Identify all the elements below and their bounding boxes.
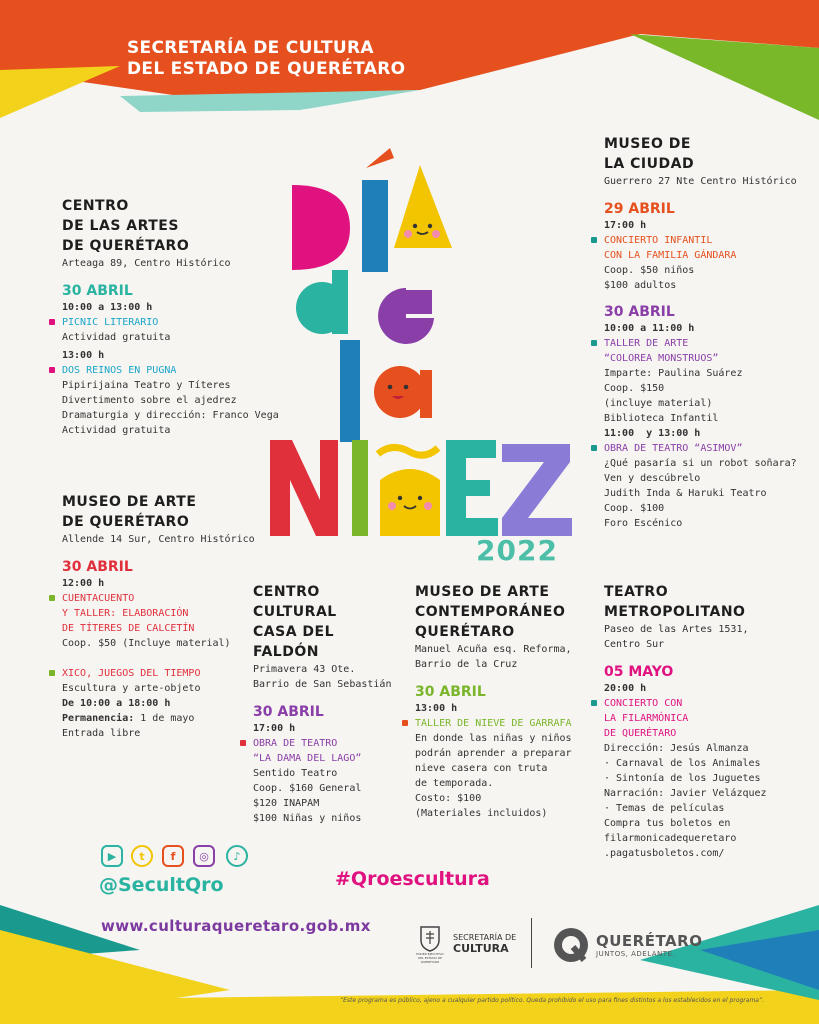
event-title: CONCIERTO INFANTIL CON LA FAMILIA GÁNDARA: [604, 233, 814, 263]
secretaria-cultura-logo: [415, 924, 516, 964]
venue-teatro-metropolitano: [604, 582, 814, 861]
seal-text: PODER EJECUTIVO DEL ESTADO DE QUERÉTARO: [416, 952, 444, 964]
disclaimer: “Este programa es público, ajeno a cualquier partido político. Queda prohibido el uso para fines distintos a los establecidos en el programa”.: [340, 997, 764, 1004]
event-title: OBRA DE TEATRO “ASIMOV”: [604, 441, 814, 456]
secretaria-label: SECRETARÍA DE: [453, 933, 517, 942]
venue-casa-faldon: [253, 582, 403, 826]
event-time: 13:00 h: [62, 350, 105, 361]
event-date: 05 MAYO: [604, 664, 674, 680]
state-seal-icon: [418, 924, 442, 952]
venue-museo-ciudad: [604, 134, 814, 531]
event-info: Pipirijaina Teatro y Títeres Divertimento sobre el ajedrez Dramaturgia y dirección: Franco Vega Actividad gratuita: [62, 380, 279, 436]
event-time: 17:00 h: [604, 220, 647, 231]
instagram-icon[interactable]: ◎: [193, 845, 215, 867]
event-info: Escultura y arte-objeto: [62, 683, 201, 694]
event-time: 10:00 a 11:00 h: [604, 323, 695, 334]
social-handle[interactable]: @SecultQro: [99, 874, 224, 896]
event-title: XICO, JUEGOS DEL TIEMPO: [62, 666, 302, 681]
letter-a-shape: [394, 165, 452, 248]
event-time: 11:00 y 13:00 h: [604, 428, 701, 439]
event-date: 30 ABRIL: [415, 684, 486, 700]
event-time: 13:00 h: [415, 703, 458, 714]
event-title: CONCIERTO CON LA FILARMÓNICA DE QUERÉTARO: [604, 696, 814, 741]
cultura-label: CULTURA: [453, 942, 509, 955]
event-info: Dirección: Jesús Almanza · Carnaval de los Animales · Sintonía de los Juguetes Narración: Javier Velázquez · Temas de películas Compra tus boletos en filarmonicadequeretaro .pagatusboletos.com/: [604, 743, 767, 859]
event-info: Actividad gratuita: [62, 332, 171, 343]
youtube-icon[interactable]: ▶: [101, 845, 123, 867]
event-time: 20:00 h: [604, 683, 647, 694]
event-info: Entrada libre: [62, 728, 141, 739]
facebook-icon[interactable]: f: [162, 845, 184, 867]
venue-name: CENTRO CULTURAL CASA DEL FALDÓN: [253, 584, 337, 660]
letter-a-small-shape: [374, 366, 426, 418]
event-info: Coop. $50 (Incluye material): [62, 638, 231, 649]
venue-address: Manuel Acuña esq. Reforma, Barrio de la Cruz: [415, 644, 572, 670]
venue-name: MUSEO DE LA CIUDAD: [604, 136, 695, 172]
twitter-icon[interactable]: t: [131, 845, 153, 867]
year-text: 2022: [476, 534, 558, 567]
event-time: 12:00 h: [62, 578, 105, 589]
event-title: TALLER DE ARTE “COLOREA MONSTRUOS”: [604, 336, 814, 366]
letter-z-shape: [502, 444, 572, 536]
letter-d-shape: [292, 185, 350, 270]
header-title: [127, 38, 405, 80]
event-title: TALLER DE NIEVE DE GARRAFA: [415, 716, 595, 731]
queretaro-label: QUERÉTARO: [596, 932, 703, 950]
event-date: 30 ABRIL: [62, 559, 133, 575]
event-info: Imparte: Paulina Suárez Coop. $150 (incluye material) Biblioteca Infantil: [604, 368, 743, 424]
venue-name: MUSEO DE ARTE DE QUERÉTARO: [62, 494, 197, 530]
event-title: PICNIC LITERARIO: [62, 315, 292, 330]
venue-address: Paseo de las Artes 1531, Centro Sur: [604, 624, 749, 650]
letter-i2-shape: [352, 440, 368, 536]
venue-name: TEATRO METROPOLITANO: [604, 584, 746, 620]
event-info: Coop. $50 niños $100 adultos: [604, 265, 695, 291]
venue-muca: [415, 582, 595, 821]
letter-e2-shape: [446, 440, 498, 536]
accent-shape: [366, 148, 394, 168]
letter-i-shape: [362, 180, 388, 272]
venue-address: Guerrero 27 Nte Centro Histórico: [604, 176, 797, 187]
event-date: 29 ABRIL: [604, 201, 675, 217]
venue-centro-artes: [62, 196, 292, 438]
venue-name: CENTRO DE LAS ARTES DE QUERÉTARO: [62, 198, 190, 254]
event-date: 30 ABRIL: [604, 304, 675, 320]
hashtag[interactable]: #Qroescultura: [335, 868, 490, 890]
venue-address: Primavera 43 Ote. Barrio de San Sebastián: [253, 664, 392, 690]
event-title: DOS REINOS EN PUGNA: [62, 363, 292, 378]
header-line-2: DEL ESTADO DE QUERÉTARO: [127, 59, 406, 79]
header-line-1: SECRETARÍA DE CULTURA: [127, 38, 374, 58]
event-time: 17:00 h: [253, 723, 296, 734]
event-hours: De 10:00 a 18:00 h: [62, 698, 171, 709]
event-date: 30 ABRIL: [253, 704, 324, 720]
venue-name: MUSEO DE ARTE CONTEMPORÁNEO QUERÉTARO: [415, 584, 566, 640]
letter-l-shape: [340, 340, 360, 442]
event-info: ¿Qué pasaría si un robot soñara? Ven y descúbrelo Judith Inda & Haruki Teatro Coop. $100 Foro Escénico: [604, 458, 797, 529]
website-link[interactable]: www.culturaqueretaro.gob.mx: [101, 917, 371, 935]
event-info: Sentido Teatro Coop. $160 General $120 INAPAM $100 Niñas y niños: [253, 768, 362, 824]
event-date: 30 ABRIL: [62, 283, 133, 299]
event-title: OBRA DE TEATRO “LA DAMA DEL LAGO”: [253, 736, 403, 766]
q-logo-icon: [552, 926, 590, 964]
event-permanence: Permanencia: 1 de mayo: [62, 713, 195, 724]
event-time: 10:00 a 13:00 h: [62, 302, 153, 313]
state-seal: [415, 924, 445, 964]
venue-address: Allende 14 Sur, Centro Histórico: [62, 534, 255, 545]
queretaro-tagline: JUNTOS, ADELANTE.: [596, 950, 676, 958]
logo-divider: [531, 918, 532, 968]
queretaro-logo: [552, 926, 702, 964]
venue-address: Arteaga 89, Centro Histórico: [62, 258, 231, 269]
dia-de-la-ninez-title: [270, 140, 590, 570]
event-info: En donde las niñas y niños podrán aprender a preparar nieve casera con truta de temporada. Costo: $100 (Materiales incluidos): [415, 733, 572, 819]
event-title: CUENTACUENTO Y TALLER: ELABORACIÓN DE TÍTERES DE CALCETÍN: [62, 591, 302, 636]
tiktok-icon[interactable]: ♪: [226, 845, 248, 867]
tilde-shape: [378, 447, 438, 455]
letter-n2-shape: [380, 469, 440, 536]
